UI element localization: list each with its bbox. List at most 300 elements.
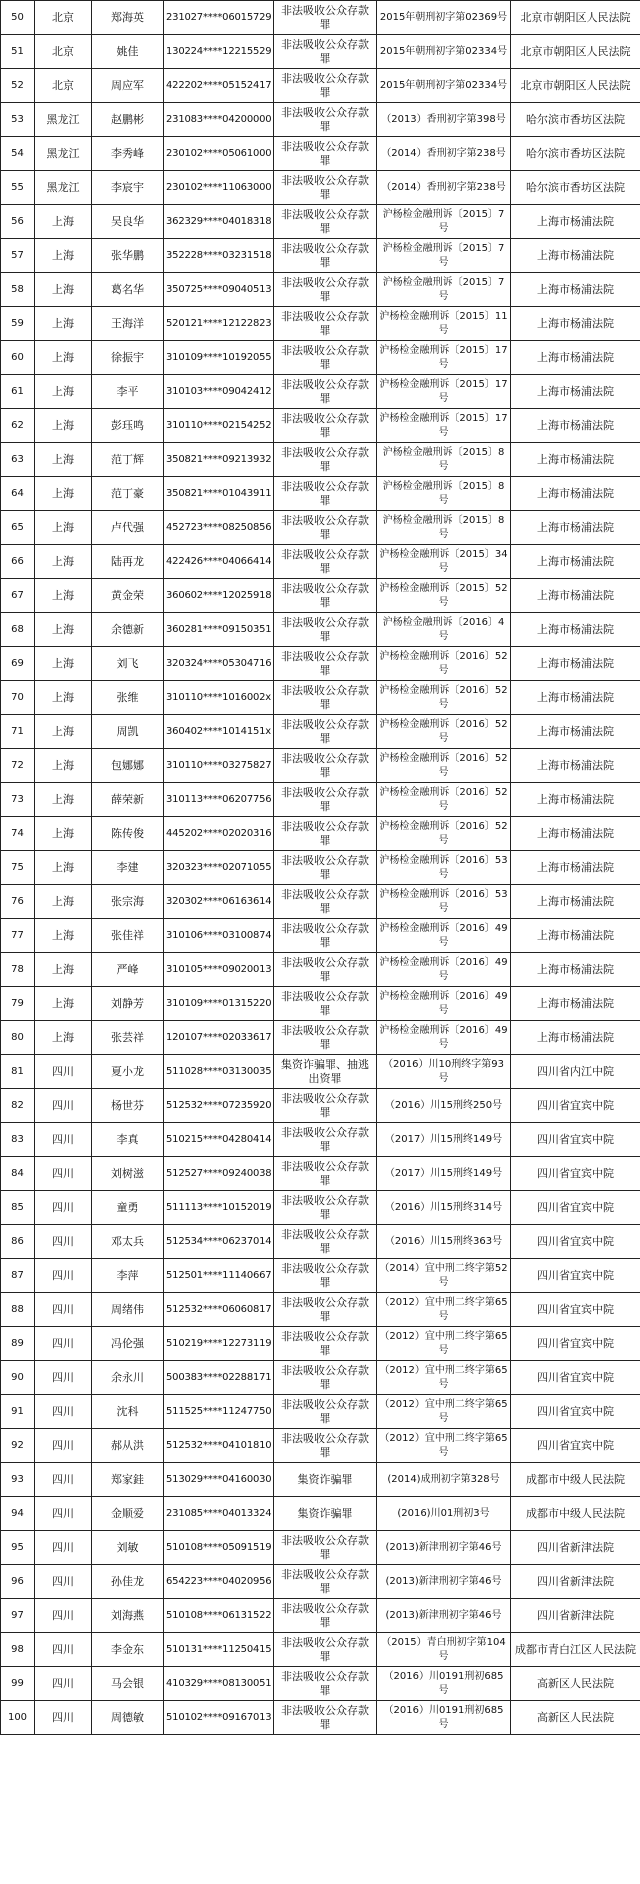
case-number-cell: 沪杨检金融刑诉〔2016〕4号	[377, 613, 511, 647]
court-cell: 上海市杨浦法院	[511, 307, 640, 341]
id-number-cell: 510219****12273119	[164, 1327, 274, 1361]
person-name-cell: 姚佳	[92, 35, 164, 69]
court-cell: 哈尔滨市香坊区法院	[511, 103, 640, 137]
table-row	[1, 1089, 640, 1123]
offense-cell: 非法吸收公众存款罪	[274, 1225, 377, 1259]
court-cell: 上海市杨浦法院	[511, 647, 640, 681]
court-cell: 上海市杨浦法院	[511, 545, 640, 579]
offense-cell: 非法吸收公众存款罪	[274, 1429, 377, 1463]
person-name-cell: 周绪伟	[92, 1293, 164, 1327]
person-name-cell: 李金东	[92, 1633, 164, 1667]
table-row	[1, 919, 640, 953]
row-number-cell: 51	[1, 35, 35, 69]
table-row	[1, 341, 640, 375]
court-cell: 上海市杨浦法院	[511, 511, 640, 545]
table-row	[1, 443, 640, 477]
offense-cell: 非法吸收公众存款罪	[274, 1089, 377, 1123]
court-cell: 四川省内江中院	[511, 1055, 640, 1089]
case-number-cell: （2015）青白刑初字第104号	[377, 1633, 511, 1667]
court-cell: 四川省宜宾中院	[511, 1191, 640, 1225]
table-row	[1, 545, 640, 579]
row-number-cell: 94	[1, 1497, 35, 1531]
offense-cell: 非法吸收公众存款罪	[274, 1157, 377, 1191]
province-cell: 上海	[35, 885, 92, 919]
province-cell: 上海	[35, 783, 92, 817]
id-number-cell: 310109****01315220	[164, 987, 274, 1021]
case-number-cell: 沪杨检金融刑诉〔2016〕52号	[377, 681, 511, 715]
case-number-cell: （2012）宜中刑二终字第65号	[377, 1361, 511, 1395]
id-number-cell: 510108****06131522	[164, 1599, 274, 1633]
person-name-cell: 李真	[92, 1123, 164, 1157]
table-row	[1, 681, 640, 715]
id-number-cell: 410329****08130051	[164, 1667, 274, 1701]
row-number-cell: 95	[1, 1531, 35, 1565]
row-number-cell: 64	[1, 477, 35, 511]
province-cell: 四川	[35, 1089, 92, 1123]
offense-cell: 集资诈骗罪	[274, 1497, 377, 1531]
table-row	[1, 1667, 640, 1701]
province-cell: 四川	[35, 1055, 92, 1089]
offense-cell: 非法吸收公众存款罪	[274, 239, 377, 273]
person-name-cell: 刘敏	[92, 1531, 164, 1565]
row-number-cell: 89	[1, 1327, 35, 1361]
province-cell: 上海	[35, 749, 92, 783]
offense-cell: 非法吸收公众存款罪	[274, 1361, 377, 1395]
offense-cell: 非法吸收公众存款罪	[274, 851, 377, 885]
court-cell: 北京市朝阳区人民法院	[511, 69, 640, 103]
id-number-cell: 310105****09020013	[164, 953, 274, 987]
case-number-cell: （2017）川15刑终149号	[377, 1157, 511, 1191]
id-number-cell: 511525****11247750	[164, 1395, 274, 1429]
offense-cell: 非法吸收公众存款罪	[274, 715, 377, 749]
id-number-cell: 510215****04280414	[164, 1123, 274, 1157]
table-row	[1, 885, 640, 919]
court-cell: 上海市杨浦法院	[511, 987, 640, 1021]
record-table-body	[1, 1, 640, 1735]
case-number-cell: （2016）川15刑终314号	[377, 1191, 511, 1225]
province-cell: 四川	[35, 1497, 92, 1531]
province-cell: 上海	[35, 511, 92, 545]
court-cell: 北京市朝阳区人民法院	[511, 1, 640, 35]
case-number-cell: 沪杨检金融刑诉〔2015〕34号	[377, 545, 511, 579]
person-name-cell: 徐振宇	[92, 341, 164, 375]
row-number-cell: 100	[1, 1701, 35, 1735]
table-row	[1, 1633, 640, 1667]
offense-cell: 非法吸收公众存款罪	[274, 103, 377, 137]
offense-cell: 非法吸收公众存款罪	[274, 1123, 377, 1157]
table-row	[1, 1531, 640, 1565]
offense-cell: 非法吸收公众存款罪	[274, 205, 377, 239]
row-number-cell: 98	[1, 1633, 35, 1667]
offense-cell: 非法吸收公众存款罪	[274, 1531, 377, 1565]
case-number-cell: 沪杨检金融刑诉〔2015〕7号	[377, 239, 511, 273]
person-name-cell: 冯伦强	[92, 1327, 164, 1361]
court-cell: 四川省宜宾中院	[511, 1429, 640, 1463]
province-cell: 上海	[35, 919, 92, 953]
case-number-cell: 沪杨检金融刑诉〔2016〕49号	[377, 953, 511, 987]
province-cell: 四川	[35, 1361, 92, 1395]
case-number-cell: 沪杨检金融刑诉〔2016〕49号	[377, 1021, 511, 1055]
court-cell: 成都市中级人民法院	[511, 1463, 640, 1497]
id-number-cell: 360281****09150351	[164, 613, 274, 647]
case-number-cell: (2013)新津刑初字第46号	[377, 1565, 511, 1599]
court-cell: 上海市杨浦法院	[511, 885, 640, 919]
court-cell: 上海市杨浦法院	[511, 715, 640, 749]
offense-cell: 非法吸收公众存款罪	[274, 69, 377, 103]
case-number-cell: （2017）川15刑终149号	[377, 1123, 511, 1157]
person-name-cell: 薛荣新	[92, 783, 164, 817]
person-name-cell: 余永川	[92, 1361, 164, 1395]
case-number-cell: 沪杨检金融刑诉〔2016〕49号	[377, 987, 511, 1021]
person-name-cell: 卢代强	[92, 511, 164, 545]
row-number-cell: 96	[1, 1565, 35, 1599]
person-name-cell: 郑海英	[92, 1, 164, 35]
case-number-cell: （2016）川15刑终250号	[377, 1089, 511, 1123]
court-cell: 成都市中级人民法院	[511, 1497, 640, 1531]
court-cell: 上海市杨浦法院	[511, 919, 640, 953]
offense-cell: 非法吸收公众存款罪	[274, 817, 377, 851]
id-number-cell: 120107****02033617	[164, 1021, 274, 1055]
province-cell: 上海	[35, 239, 92, 273]
court-cell: 上海市杨浦法院	[511, 375, 640, 409]
case-number-cell: 沪杨检金融刑诉〔2016〕49号	[377, 919, 511, 953]
offense-cell: 非法吸收公众存款罪	[274, 885, 377, 919]
table-row	[1, 1395, 640, 1429]
case-number-cell: 沪杨检金融刑诉〔2015〕7号	[377, 273, 511, 307]
case-number-cell: （2013）香刑初字第398号	[377, 103, 511, 137]
case-number-cell: (2013)新津刑初字第46号	[377, 1531, 511, 1565]
person-name-cell: 葛名华	[92, 273, 164, 307]
id-number-cell: 452723****08250856	[164, 511, 274, 545]
row-number-cell: 88	[1, 1293, 35, 1327]
province-cell: 上海	[35, 375, 92, 409]
court-cell: 上海市杨浦法院	[511, 477, 640, 511]
province-cell: 上海	[35, 647, 92, 681]
row-number-cell: 57	[1, 239, 35, 273]
row-number-cell: 80	[1, 1021, 35, 1055]
court-cell: 四川省宜宾中院	[511, 1157, 640, 1191]
id-number-cell: 310110****02154252	[164, 409, 274, 443]
id-number-cell: 362329****04018318	[164, 205, 274, 239]
id-number-cell: 511028****03130035	[164, 1055, 274, 1089]
case-number-cell: (2014)成刑初字第328号	[377, 1463, 511, 1497]
province-cell: 四川	[35, 1327, 92, 1361]
table-row	[1, 137, 640, 171]
court-cell: 上海市杨浦法院	[511, 409, 640, 443]
court-cell: 上海市杨浦法院	[511, 205, 640, 239]
province-cell: 四川	[35, 1667, 92, 1701]
id-number-cell: 350821****09213932	[164, 443, 274, 477]
case-number-cell: 2015年朝刑初字第02334号	[377, 35, 511, 69]
table-row	[1, 409, 640, 443]
row-number-cell: 74	[1, 817, 35, 851]
court-cell: 哈尔滨市香坊区法院	[511, 137, 640, 171]
case-number-cell: 沪杨检金融刑诉〔2015〕17号	[377, 409, 511, 443]
province-cell: 上海	[35, 817, 92, 851]
province-cell: 北京	[35, 35, 92, 69]
id-number-cell: 510131****11250415	[164, 1633, 274, 1667]
offense-cell: 非法吸收公众存款罪	[274, 1701, 377, 1735]
id-number-cell: 520121****12122823	[164, 307, 274, 341]
court-cell: 上海市杨浦法院	[511, 341, 640, 375]
id-number-cell: 511113****10152019	[164, 1191, 274, 1225]
table-row	[1, 1599, 640, 1633]
table-row	[1, 613, 640, 647]
offense-cell: 非法吸收公众存款罪	[274, 1599, 377, 1633]
case-number-cell: （2012）宜中刑二终字第65号	[377, 1429, 511, 1463]
court-cell: 四川省宜宾中院	[511, 1327, 640, 1361]
id-number-cell: 422426****04066414	[164, 545, 274, 579]
case-number-cell: （2014）宜中刑二终字第52号	[377, 1259, 511, 1293]
row-number-cell: 90	[1, 1361, 35, 1395]
table-row	[1, 1, 640, 35]
province-cell: 四川	[35, 1395, 92, 1429]
province-cell: 上海	[35, 477, 92, 511]
id-number-cell: 230102****05061000	[164, 137, 274, 171]
province-cell: 上海	[35, 1021, 92, 1055]
case-number-cell: （2016）川0191刑初685号	[377, 1701, 511, 1735]
row-number-cell: 91	[1, 1395, 35, 1429]
case-number-cell: 2015年朝刑初字第02334号	[377, 69, 511, 103]
case-number-cell: （2016）川0191刑初685号	[377, 1667, 511, 1701]
id-number-cell: 231027****06015729	[164, 1, 274, 35]
row-number-cell: 50	[1, 1, 35, 35]
row-number-cell: 63	[1, 443, 35, 477]
row-number-cell: 76	[1, 885, 35, 919]
person-name-cell: 郝从洪	[92, 1429, 164, 1463]
court-cell: 上海市杨浦法院	[511, 579, 640, 613]
case-number-cell: （2014）香刑初字第238号	[377, 171, 511, 205]
table-row	[1, 579, 640, 613]
table-row	[1, 1565, 640, 1599]
offense-cell: 非法吸收公众存款罪	[274, 987, 377, 1021]
table-row	[1, 1225, 640, 1259]
person-name-cell: 张佳祥	[92, 919, 164, 953]
case-number-cell: （2016）川10刑终字第93号	[377, 1055, 511, 1089]
person-name-cell: 郑家銈	[92, 1463, 164, 1497]
case-number-cell: 沪杨检金融刑诉〔2015〕8号	[377, 477, 511, 511]
person-name-cell: 周应军	[92, 69, 164, 103]
table-row	[1, 715, 640, 749]
offense-cell: 非法吸收公众存款罪	[274, 137, 377, 171]
table-row	[1, 647, 640, 681]
person-name-cell: 李萍	[92, 1259, 164, 1293]
province-cell: 上海	[35, 409, 92, 443]
case-number-cell: 沪杨检金融刑诉〔2016〕52号	[377, 783, 511, 817]
case-number-cell: 沪杨检金融刑诉〔2016〕52号	[377, 817, 511, 851]
person-name-cell: 彭珏鸣	[92, 409, 164, 443]
province-cell: 上海	[35, 579, 92, 613]
table-row	[1, 1327, 640, 1361]
id-number-cell: 350725****09040513	[164, 273, 274, 307]
id-number-cell: 512532****04101810	[164, 1429, 274, 1463]
row-number-cell: 70	[1, 681, 35, 715]
offense-cell: 非法吸收公众存款罪	[274, 409, 377, 443]
case-number-cell: 2015年朝刑初字第02369号	[377, 1, 511, 35]
offense-cell: 非法吸收公众存款罪	[274, 1259, 377, 1293]
province-cell: 四川	[35, 1293, 92, 1327]
case-number-cell: (2016)川01刑初3号	[377, 1497, 511, 1531]
row-number-cell: 68	[1, 613, 35, 647]
court-cell: 上海市杨浦法院	[511, 953, 640, 987]
province-cell: 四川	[35, 1633, 92, 1667]
person-name-cell: 李宸宇	[92, 171, 164, 205]
province-cell: 上海	[35, 613, 92, 647]
id-number-cell: 231085****04013324	[164, 1497, 274, 1531]
court-cell: 上海市杨浦法院	[511, 681, 640, 715]
person-name-cell: 王海洋	[92, 307, 164, 341]
offense-cell: 非法吸收公众存款罪	[274, 647, 377, 681]
offense-cell: 非法吸收公众存款罪	[274, 511, 377, 545]
case-number-cell: （2012）宜中刑二终字第65号	[377, 1293, 511, 1327]
row-number-cell: 66	[1, 545, 35, 579]
court-cell: 四川省新津法院	[511, 1531, 640, 1565]
table-row	[1, 1361, 640, 1395]
row-number-cell: 93	[1, 1463, 35, 1497]
offense-cell: 非法吸收公众存款罪	[274, 579, 377, 613]
row-number-cell: 99	[1, 1667, 35, 1701]
table-row	[1, 375, 640, 409]
court-cell: 成都市青白江区人民法院	[511, 1633, 640, 1667]
offense-cell: 非法吸收公众存款罪	[274, 477, 377, 511]
table-row	[1, 1259, 640, 1293]
case-number-cell: （2012）宜中刑二终字第65号	[377, 1395, 511, 1429]
offense-cell: 集资诈骗罪	[274, 1463, 377, 1497]
offense-cell: 非法吸收公众存款罪	[274, 1021, 377, 1055]
person-name-cell: 陈传俊	[92, 817, 164, 851]
case-number-cell: 沪杨检金融刑诉〔2015〕7号	[377, 205, 511, 239]
offense-cell: 非法吸收公众存款罪	[274, 613, 377, 647]
case-number-cell: 沪杨检金融刑诉〔2015〕11号	[377, 307, 511, 341]
id-number-cell: 310110****1016002x	[164, 681, 274, 715]
person-name-cell: 沈科	[92, 1395, 164, 1429]
table-row	[1, 783, 640, 817]
offense-cell: 非法吸收公众存款罪	[274, 35, 377, 69]
id-number-cell: 320323****02071055	[164, 851, 274, 885]
offense-cell: 非法吸收公众存款罪	[274, 919, 377, 953]
court-cell: 上海市杨浦法院	[511, 851, 640, 885]
person-name-cell: 夏小龙	[92, 1055, 164, 1089]
row-number-cell: 81	[1, 1055, 35, 1089]
table-row	[1, 1701, 640, 1735]
offense-cell: 非法吸收公众存款罪	[274, 1191, 377, 1225]
person-name-cell: 范丁豪	[92, 477, 164, 511]
row-number-cell: 71	[1, 715, 35, 749]
person-name-cell: 杨世芬	[92, 1089, 164, 1123]
court-cell: 四川省宜宾中院	[511, 1293, 640, 1327]
case-number-cell: 沪杨检金融刑诉〔2016〕52号	[377, 749, 511, 783]
table-row	[1, 103, 640, 137]
id-number-cell: 352228****03231518	[164, 239, 274, 273]
person-name-cell: 张芸祥	[92, 1021, 164, 1055]
offense-cell: 非法吸收公众存款罪	[274, 1, 377, 35]
offense-cell: 非法吸收公众存款罪	[274, 375, 377, 409]
row-number-cell: 59	[1, 307, 35, 341]
province-cell: 黑龙江	[35, 103, 92, 137]
row-number-cell: 54	[1, 137, 35, 171]
table-row	[1, 953, 640, 987]
row-number-cell: 55	[1, 171, 35, 205]
id-number-cell: 130224****12215529	[164, 35, 274, 69]
row-number-cell: 86	[1, 1225, 35, 1259]
court-cell: 高新区人民法院	[511, 1667, 640, 1701]
case-number-cell: 沪杨检金融刑诉〔2015〕8号	[377, 511, 511, 545]
case-number-cell: （2014）香刑初字第238号	[377, 137, 511, 171]
case-number-cell: 沪杨检金融刑诉〔2016〕52号	[377, 715, 511, 749]
province-cell: 上海	[35, 851, 92, 885]
row-number-cell: 82	[1, 1089, 35, 1123]
id-number-cell: 512534****06237014	[164, 1225, 274, 1259]
id-number-cell: 513029****04160030	[164, 1463, 274, 1497]
person-name-cell: 包娜娜	[92, 749, 164, 783]
table-row	[1, 1429, 640, 1463]
row-number-cell: 52	[1, 69, 35, 103]
province-cell: 上海	[35, 545, 92, 579]
table-row	[1, 205, 640, 239]
person-name-cell: 吴良华	[92, 205, 164, 239]
offense-cell: 非法吸收公众存款罪	[274, 1565, 377, 1599]
id-number-cell: 512532****06060817	[164, 1293, 274, 1327]
court-cell: 上海市杨浦法院	[511, 1021, 640, 1055]
id-number-cell: 310109****10192055	[164, 341, 274, 375]
person-name-cell: 童勇	[92, 1191, 164, 1225]
person-name-cell: 赵鹏彬	[92, 103, 164, 137]
table-row	[1, 851, 640, 885]
table-row	[1, 171, 640, 205]
offense-cell: 非法吸收公众存款罪	[274, 783, 377, 817]
case-number-cell: （2012）宜中刑二终字第65号	[377, 1327, 511, 1361]
person-name-cell: 刘树滋	[92, 1157, 164, 1191]
province-cell: 四川	[35, 1225, 92, 1259]
row-number-cell: 97	[1, 1599, 35, 1633]
id-number-cell: 231083****04200000	[164, 103, 274, 137]
province-cell: 上海	[35, 307, 92, 341]
table-row	[1, 1021, 640, 1055]
court-cell: 四川省宜宾中院	[511, 1089, 640, 1123]
offense-cell: 非法吸收公众存款罪	[274, 1327, 377, 1361]
table-row	[1, 35, 640, 69]
province-cell: 四川	[35, 1463, 92, 1497]
offense-cell: 非法吸收公众存款罪	[274, 443, 377, 477]
offense-cell: 非法吸收公众存款罪	[274, 1293, 377, 1327]
row-number-cell: 72	[1, 749, 35, 783]
province-cell: 四川	[35, 1531, 92, 1565]
province-cell: 四川	[35, 1429, 92, 1463]
row-number-cell: 85	[1, 1191, 35, 1225]
offense-cell: 非法吸收公众存款罪	[274, 681, 377, 715]
person-name-cell: 孙佳龙	[92, 1565, 164, 1599]
table-row	[1, 1293, 640, 1327]
court-cell: 高新区人民法院	[511, 1701, 640, 1735]
id-number-cell: 360602****12025918	[164, 579, 274, 613]
offense-cell: 非法吸收公众存款罪	[274, 545, 377, 579]
id-number-cell: 500383****02288171	[164, 1361, 274, 1395]
person-name-cell: 严峰	[92, 953, 164, 987]
case-number-cell: 沪杨检金融刑诉〔2015〕17号	[377, 341, 511, 375]
person-name-cell: 李平	[92, 375, 164, 409]
row-number-cell: 73	[1, 783, 35, 817]
province-cell: 北京	[35, 69, 92, 103]
province-cell: 黑龙江	[35, 171, 92, 205]
person-name-cell: 范丁辉	[92, 443, 164, 477]
id-number-cell: 320302****06163614	[164, 885, 274, 919]
table-row	[1, 1157, 640, 1191]
offense-cell: 非法吸收公众存款罪	[274, 1395, 377, 1429]
person-name-cell: 张维	[92, 681, 164, 715]
id-number-cell: 320324****05304716	[164, 647, 274, 681]
id-number-cell: 512532****07235920	[164, 1089, 274, 1123]
court-cell: 上海市杨浦法院	[511, 273, 640, 307]
